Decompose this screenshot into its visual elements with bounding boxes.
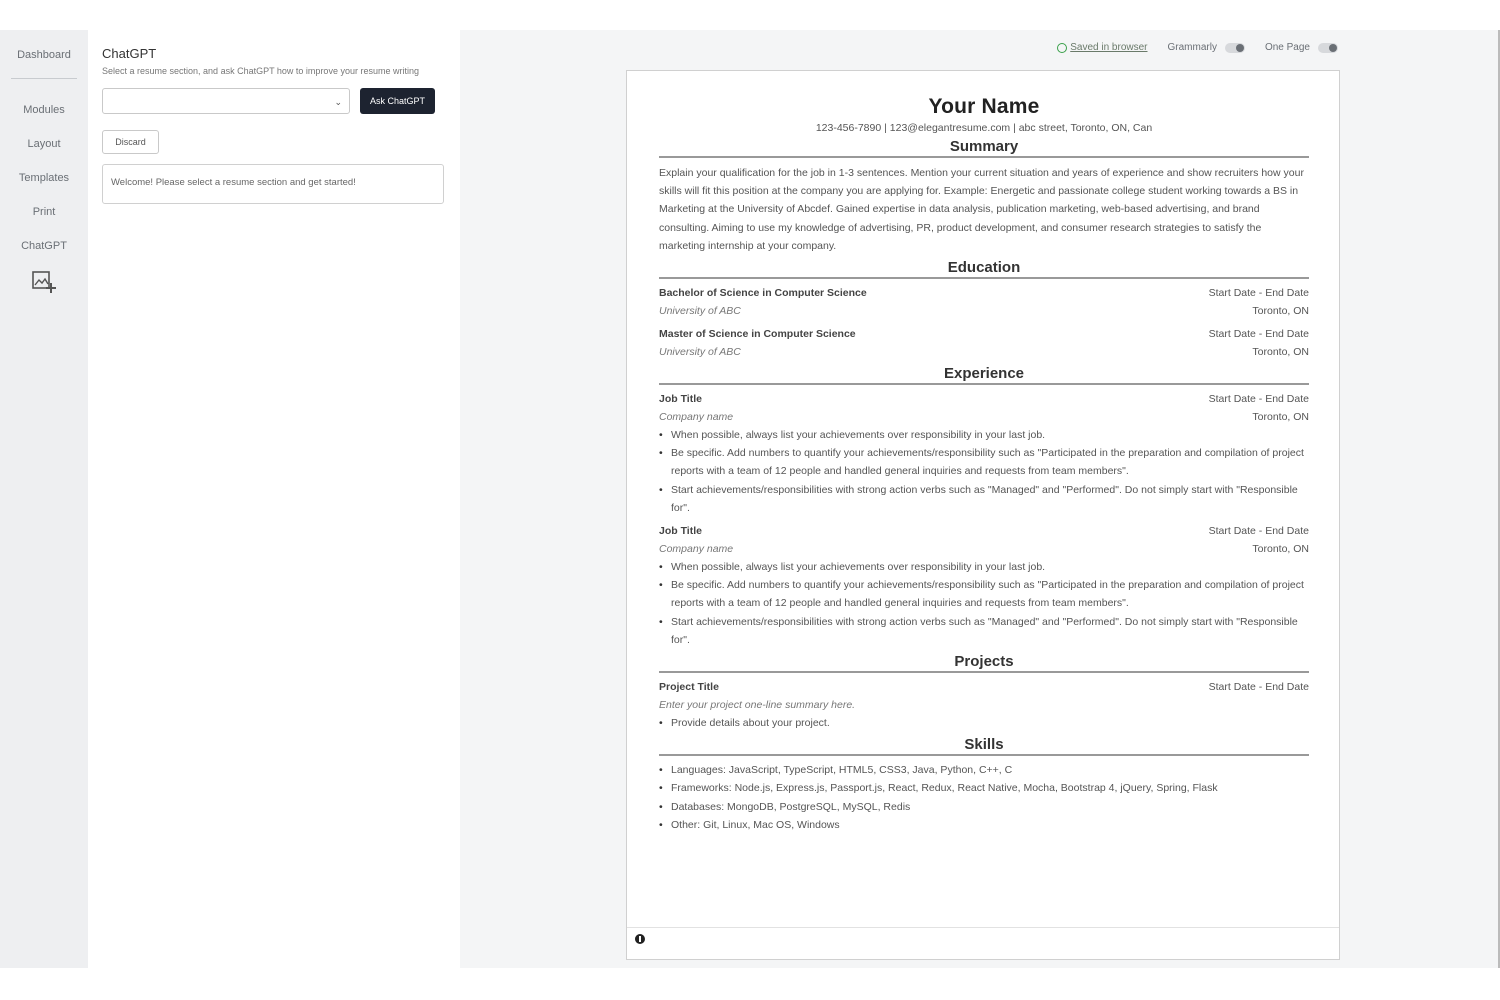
sidebar-item-templates[interactable]: Templates [18, 172, 70, 184]
sidebar-item-chatgpt[interactable]: ChatGPT [21, 240, 67, 252]
job-title: Job Title [659, 393, 702, 406]
company: Company name [659, 411, 734, 424]
chatgpt-panel [88, 30, 460, 968]
chevron-down-icon: ⌄ [334, 97, 342, 107]
section-title-projects: Projects [659, 653, 1309, 673]
education-entry [659, 325, 1309, 361]
list-item: • When possible, always list your achievements over responsibility in your last job. [659, 558, 1309, 576]
school: University of ABC [659, 305, 741, 318]
saved-status[interactable] [1057, 42, 1147, 53]
skills-list [659, 761, 1309, 834]
school: University of ABC [659, 346, 741, 359]
grammarly-switch[interactable] [1225, 43, 1245, 53]
location: Toronto, ON [1252, 411, 1309, 424]
list-item: • Languages: JavaScript, TypeScript, HTML5, CSS3, Java, Python, C++, C [659, 761, 1309, 779]
ask-chatgpt-button[interactable]: Ask ChatGPT [360, 88, 435, 114]
list-item: • Provide details about your project. [659, 714, 1309, 732]
page-footer [627, 927, 1340, 959]
discard-button[interactable]: Discard [102, 130, 159, 154]
dates: Start Date - End Date [1208, 681, 1309, 694]
list-item: • Start achievements/responsibilities with strong action verbs such as "Managed" and "Performed". Do not simply start with "Responsible for". [659, 481, 1309, 517]
section-title-education: Education [659, 259, 1309, 279]
location: Toronto, ON [1252, 346, 1309, 359]
sidebar-item-dashboard[interactable]: Dashboard [17, 49, 71, 61]
sidebar-item-modules[interactable]: Modules [23, 104, 65, 116]
education-entry [659, 284, 1309, 320]
company: Company name [659, 543, 734, 556]
dates: Start Date - End Date [1208, 328, 1309, 341]
info-icon[interactable] [635, 934, 645, 944]
resume-section-select[interactable] [102, 88, 350, 114]
list-item: • Start achievements/responsibilities with strong action verbs such as "Managed" and "Performed". Do not simply start with "Responsible for". [659, 613, 1309, 649]
one-page-toggle[interactable] [1265, 42, 1338, 53]
list-item: • Databases: MongoDB, PostgreSQL, MySQL, Redis [659, 798, 1309, 816]
dates: Start Date - End Date [1208, 525, 1309, 538]
grammarly-label: Grammarly [1167, 42, 1217, 53]
section-title-skills: Skills [659, 736, 1309, 756]
section-title-summary: Summary [659, 138, 1309, 158]
one-page-switch[interactable] [1318, 43, 1338, 53]
project-summary: Enter your project one-line summary here. [659, 699, 856, 712]
dates: Start Date - End Date [1208, 393, 1309, 406]
sidebar-item-layout[interactable]: Layout [27, 138, 61, 150]
location: Toronto, ON [1252, 305, 1309, 318]
saved-label: Saved in browser [1070, 42, 1148, 53]
sidebar-item-print[interactable]: Print [32, 206, 56, 218]
experience-entry [659, 522, 1309, 649]
degree: Bachelor of Science in Computer Science [659, 287, 867, 300]
list-item: • Be specific. Add numbers to quantify your achievements/responsibility such as "Participated in the preparation and compilation of project reports with a team of 12 people and handled general inquiries and requests from team members". [659, 444, 1309, 480]
sidebar-divider [11, 78, 77, 79]
section-title-experience: Experience [659, 365, 1309, 385]
project-entry [659, 678, 1309, 732]
panel-description: Select a resume section, and ask ChatGPT how to improve your resume writing [102, 66, 419, 76]
project-title: Project Title [659, 681, 719, 694]
resume-preview [460, 30, 1500, 968]
list-item: • Other: Git, Linux, Mac OS, Windows [659, 816, 1309, 834]
one-page-label: One Page [1264, 42, 1310, 53]
list-item: • Frameworks: Node.js, Express.js, Passport.js, React, Redux, React Native, Mocha, Bootstrap 4, jQuery, Spring, Flask [659, 779, 1309, 797]
list-item: • Be specific. Add numbers to quantify your achievements/responsibility such as "Participated in the preparation and compilation of project reports with a team of 12 people and handled general inquiries and requests from team members". [659, 576, 1309, 612]
add-image-icon[interactable] [31, 269, 57, 295]
list-item: • When possible, always list your achievements over responsibility in your last job. [659, 426, 1309, 444]
chat-message: Welcome! Please select a resume section and get started! [111, 177, 356, 188]
sidebar [0, 30, 88, 968]
degree: Master of Science in Computer Science [659, 328, 856, 341]
resume-name: Your Name [928, 95, 1040, 118]
ask-row [102, 88, 446, 114]
summary-text: Explain your qualification for the job in 1-3 sentences. Mention your current situation and years of experience and show recruiters how your skills will fit this position at the company you are applying for. Example: Energetic and passionate college student working towards a BS in Marketing at the University of Abcdef. Gained expertise in data analysis, publication marketing, web-based advertising, and brand consulting. Aiming to use my knowledge of advertising, PR, product development, and consumer research strategies to satisfy the marketing internship at your company. [659, 167, 1304, 252]
job-title: Job Title [659, 525, 702, 538]
chat-message-box [102, 164, 444, 204]
check-circle-icon [1057, 43, 1067, 53]
preview-toolbar [1037, 42, 1338, 53]
panel-title: ChatGPT [102, 46, 157, 61]
location: Toronto, ON [1252, 543, 1309, 556]
resume-contact: 123-456-7890 | 123@elegantresume.com | abc street, Toronto, ON, Can [815, 122, 1153, 134]
experience-entry [659, 390, 1309, 517]
app [0, 30, 1500, 968]
resume-page[interactable] [626, 70, 1340, 960]
grammarly-toggle[interactable] [1168, 42, 1245, 53]
dates: Start Date - End Date [1208, 287, 1309, 300]
